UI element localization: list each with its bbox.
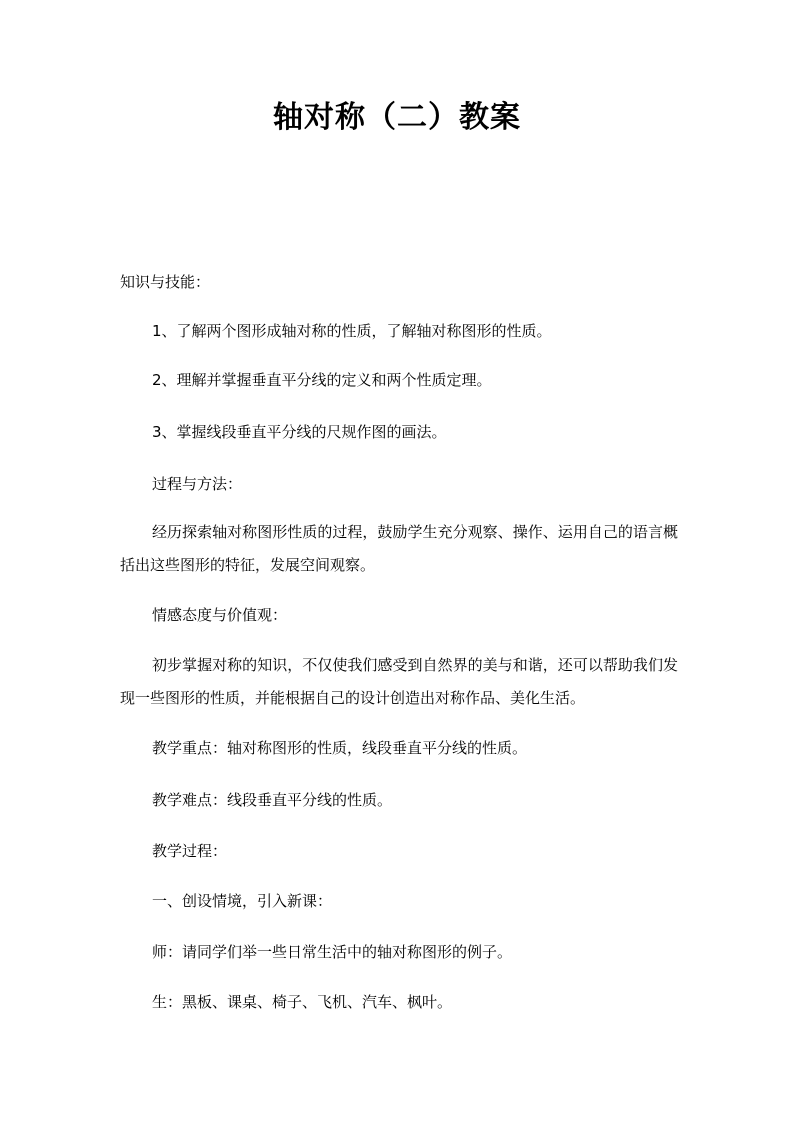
- process-paragraph: 经历探索轴对称图形性质的过程，鼓励学生充分观察、操作、运用自己的语言概括出这些图形的特征，发展空间观察。: [120, 523, 678, 574]
- knowledge-heading: 知识与技能：: [120, 273, 211, 291]
- student-line: 生：黑板、课桌、椅子、飞机、汽车、枫叶。: [152, 993, 453, 1011]
- page-title: 轴对称（二）教案: [273, 100, 521, 135]
- procedure-heading: 教学过程：: [152, 842, 228, 860]
- process-heading: 过程与方法：: [152, 475, 243, 493]
- key-point: 教学重点：轴对称图形的性质，线段垂直平分线的性质。: [152, 739, 528, 757]
- knowledge-item-2: 2、理解并掌握垂直平分线的定义和两个性质定理。: [152, 371, 492, 389]
- attitude-paragraph: 初步掌握对称的知识，不仅使我们感受到自然界的美与和谐，还可以帮助我们发现一些图形的性质，并能根据自己的设计创造出对称作品、美化生活。: [120, 656, 678, 707]
- teacher-line: 师：请同学们举一些日常生活中的轴对称图形的例子。: [152, 943, 513, 961]
- attitude-heading: 情感态度与价值观：: [152, 606, 288, 624]
- section-one-heading: 一、创设情境，引入新课：: [152, 892, 333, 910]
- knowledge-item-1: 1、了解两个图形成轴对称的性质，了解轴对称图形的性质。: [152, 322, 552, 340]
- difficult-point: 教学难点：线段垂直平分线的性质。: [152, 791, 393, 809]
- knowledge-item-3: 3、掌握线段垂直平分线的尺规作图的画法。: [152, 423, 447, 441]
